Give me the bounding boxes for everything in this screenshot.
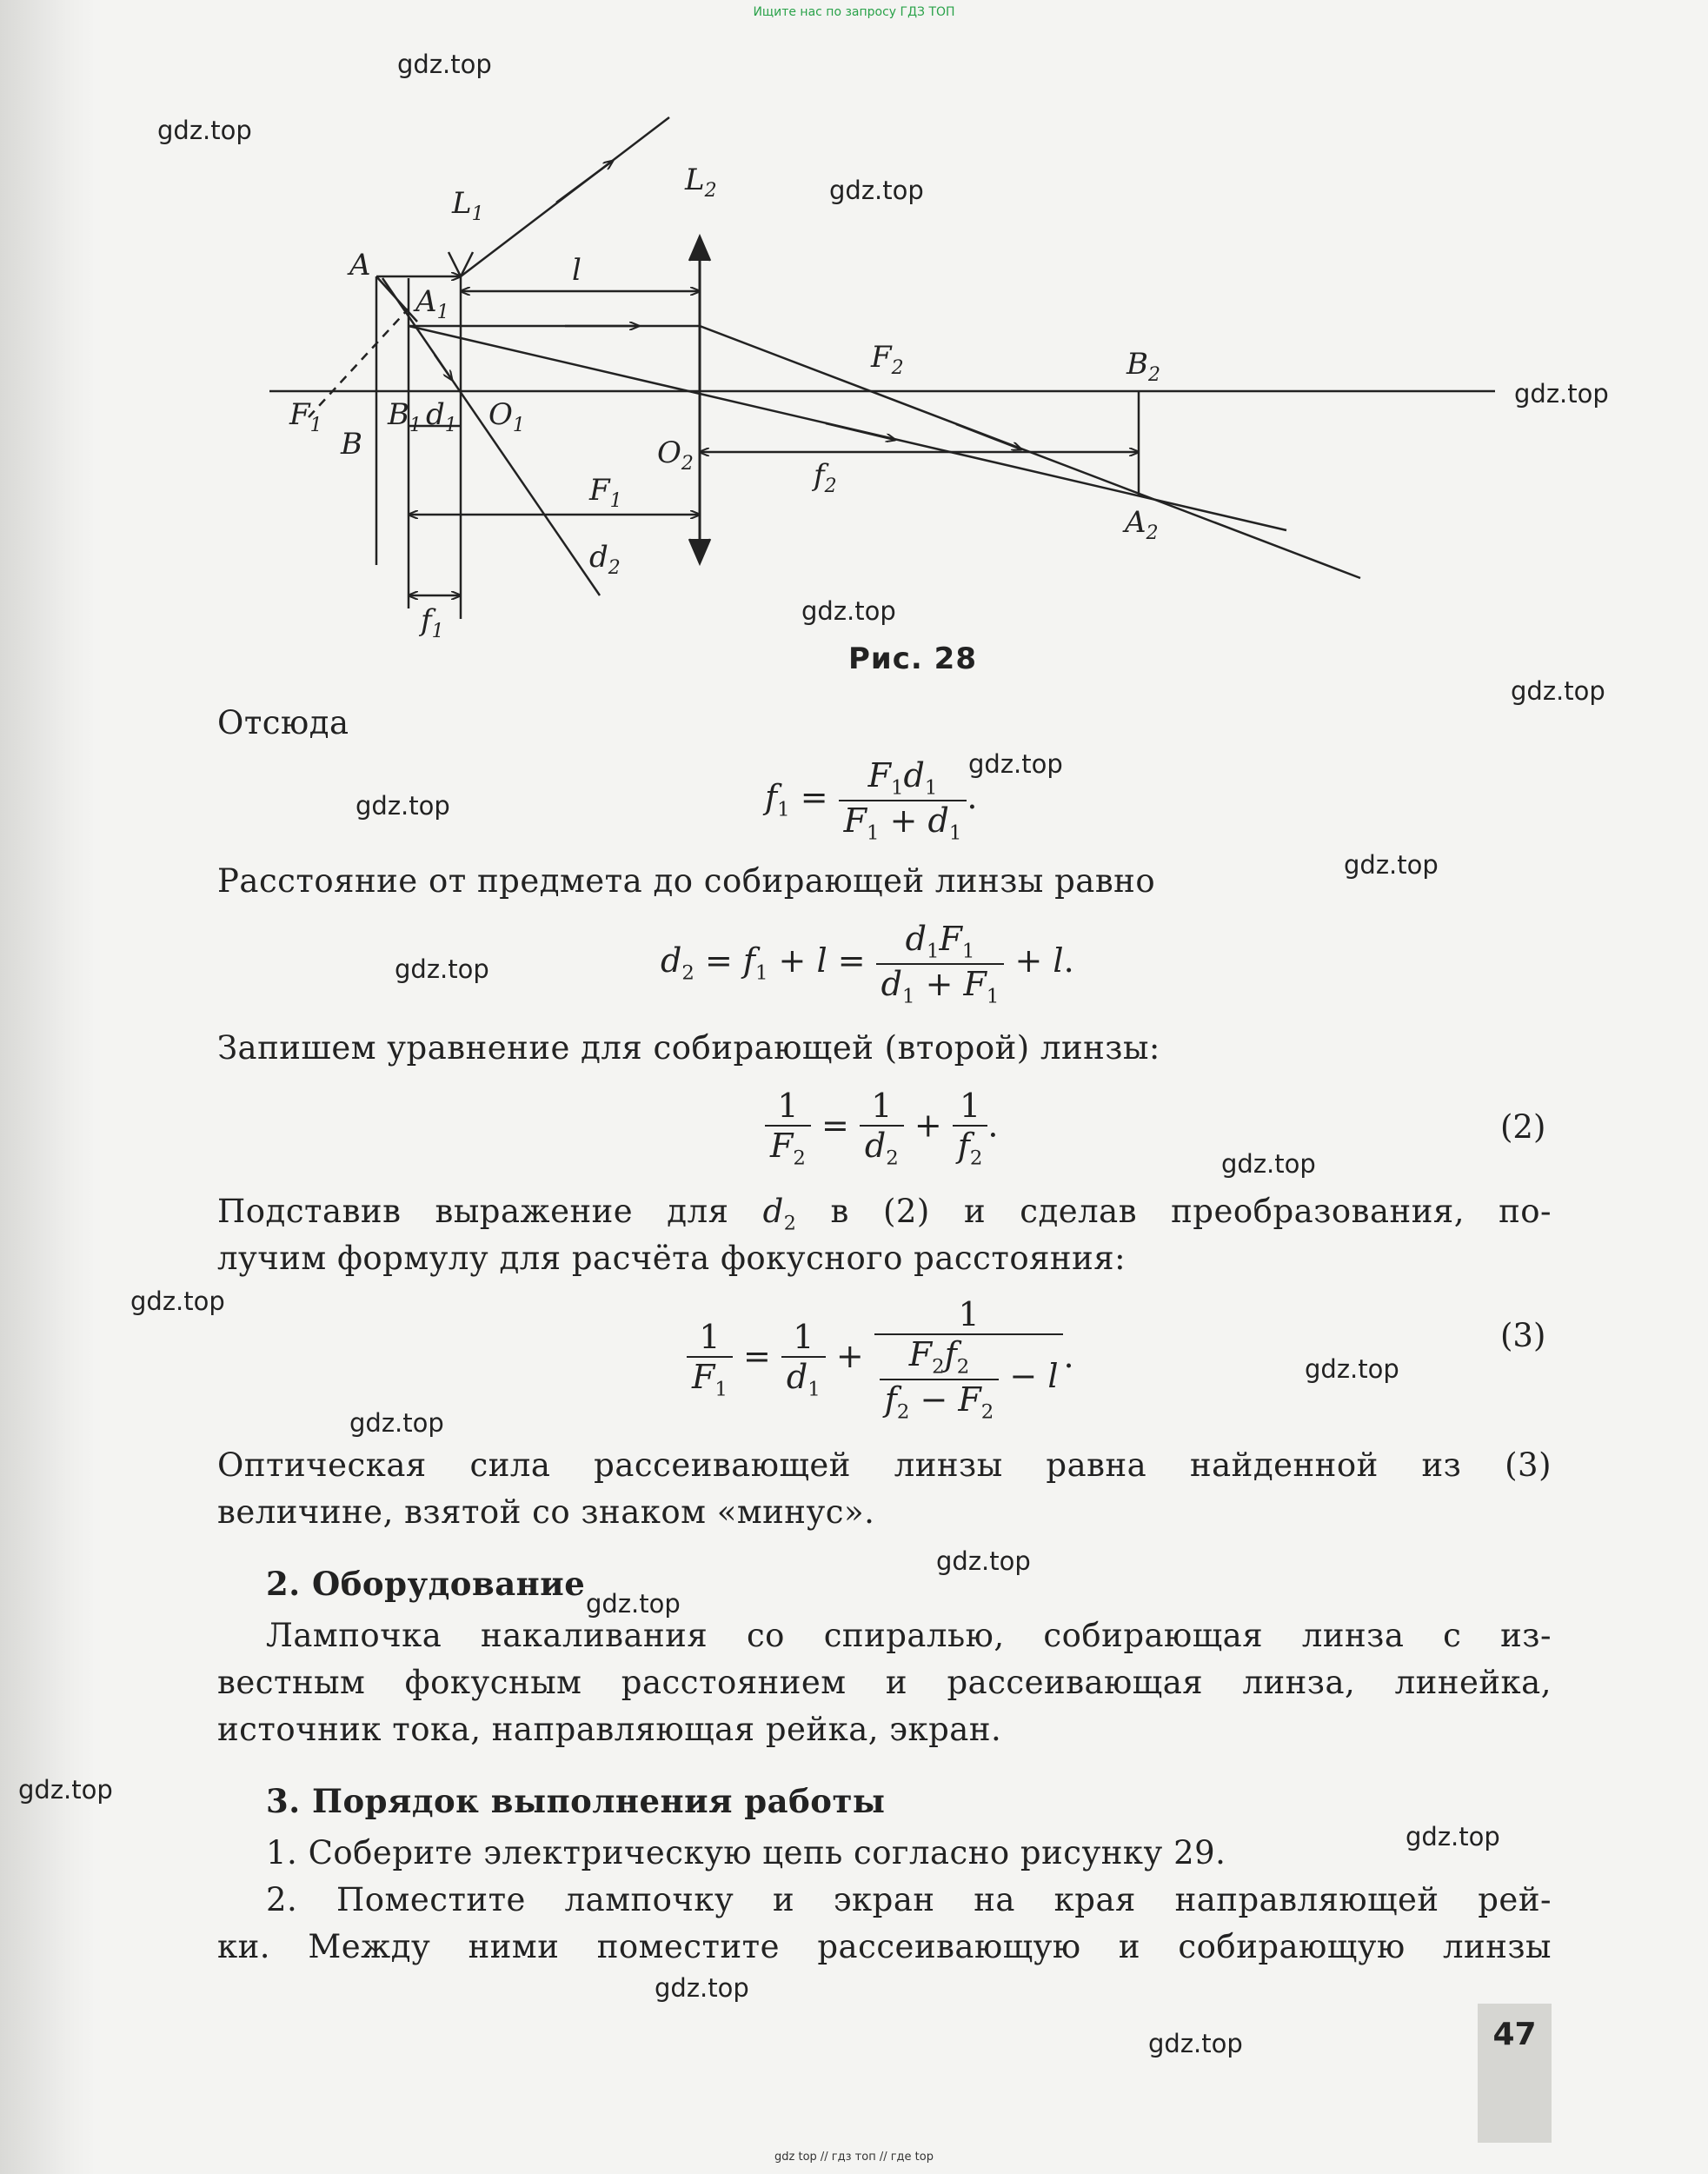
watermark: gdz.top: [829, 176, 924, 205]
text-optical-line1: Оптическая сила рассеивающей линзы равна найденной из (3): [217, 1446, 1552, 1484]
label-d2: $d_2$: [589, 540, 621, 579]
watermark: gdz.top: [18, 1775, 113, 1805]
ray-f2-arrow: [956, 424, 1021, 449]
equation-d2: $d_2 = f_1 + l$ = $\frac{d_1F_1}{d_1 + F_1}$ + l.: [661, 920, 1074, 1008]
page-number: 47: [1492, 2017, 1537, 2052]
watermark: gdz.top: [397, 50, 492, 79]
lens-l1-top-mark: [449, 252, 473, 276]
watermark: gdz.top: [1511, 676, 1605, 706]
equation-lens-2: $\frac{1}{F_2}$ = $\frac{1}{d_2}$ + $\frac{1}{f_2}$ .: [765, 1087, 998, 1170]
watermark: gdz.top: [936, 1546, 1031, 1576]
label-f2: $F_2$: [871, 340, 904, 379]
equation-number-3: (3): [1500, 1317, 1546, 1354]
label-l: l: [572, 253, 582, 288]
watermark: gdz.top: [356, 791, 450, 821]
text-substitute-line1: Подставив выражение для $d_2$ в (2) и сделав преобразования, по-: [217, 1193, 1552, 1235]
lens-ray-diagram: [0, 0, 1708, 661]
label-f1-left: $F_1$: [289, 397, 322, 436]
equation-focal-3: $\frac{1}{F_1}$ = $\frac{1}{d_1}$ + 1 $\frac{F_2f_2}{f_2 - F_2}$ − l .: [687, 1295, 1074, 1423]
label-b: B: [341, 427, 362, 462]
text-distance: Расстояние от предмета до собирающей линзы равно: [217, 862, 1156, 900]
text-equipment-line1: Лампочка накаливания со спиралью, собирающая линза с из-: [266, 1617, 1552, 1654]
label-a2: $A_2$: [1125, 505, 1159, 544]
watermark: gdz.top: [1221, 1149, 1316, 1179]
watermark: gdz.top: [1514, 379, 1609, 409]
label-f1-small: $f_1$: [421, 603, 444, 642]
ray-up-arrow: [556, 161, 613, 203]
label-f2-dim: $f_2$: [814, 458, 837, 497]
label-l1: $L_1$: [452, 186, 484, 225]
label-b1: $B_1$: [388, 397, 422, 436]
watermark: gdz.top: [395, 954, 489, 984]
watermark: gdz.top: [1305, 1354, 1399, 1384]
text-write-equation: Запишем уравнение для собирающей (второй) линзы:: [217, 1029, 1160, 1067]
label-l2: $L_2$: [685, 163, 717, 202]
watermark: gdz.top: [968, 749, 1063, 779]
top-banner: Ищите нас по запросу ГДЗ ТОП: [753, 5, 955, 19]
text-procedure-step2-line2: ки. Между ними поместите рассеивающую и собирающую линзы: [217, 1928, 1552, 1965]
label-a1: $A_1$: [415, 284, 449, 323]
text-equipment-line2: вестным фокусным расстоянием и рассеивающая линза, линейка,: [217, 1664, 1552, 1701]
lens-l2-bottom-arrow: [689, 539, 710, 563]
label-a: A: [349, 248, 371, 283]
text-procedure-step1: 1. Соберите электрическую цепь согласно рисунку 29.: [266, 1834, 1226, 1872]
watermark: gdz.top: [1344, 850, 1439, 880]
watermark: gdz.top: [801, 596, 896, 626]
text-equipment-line3: источник тока, направляющая рейка, экран.: [217, 1711, 1002, 1748]
lens-l2-top-arrow: [689, 236, 710, 261]
label-b2: $B_2$: [1126, 347, 1160, 386]
heading-procedure: 3. Порядок выполнения работы: [266, 1782, 886, 1820]
bottom-banner: gdz top // гдз топ // где top: [774, 2151, 934, 2164]
ray-o1-arrow: [435, 355, 452, 380]
label-o2: $O_2$: [657, 435, 694, 475]
text-procedure-step2-line1: 2. Поместите лампочку и экран на края направляющей рей-: [266, 1881, 1552, 1918]
label-o1: $O_1$: [488, 397, 525, 436]
figure-caption: Рис. 28: [848, 642, 977, 676]
watermark: gdz.top: [1148, 2029, 1243, 2058]
text-optical-line2: величине, взятой со знаком «минус».: [217, 1493, 875, 1531]
watermark: gdz.top: [349, 1408, 444, 1438]
watermark: gdz.top: [655, 1973, 749, 2003]
label-f1-bottom: $F_1$: [589, 473, 622, 512]
watermark: gdz.top: [130, 1286, 225, 1316]
watermark: gdz.top: [157, 116, 252, 145]
label-d1: $d_1$: [426, 397, 457, 436]
heading-equipment: 2. Оборудование: [266, 1565, 586, 1603]
ray-o2-arrow: [826, 423, 895, 440]
text-substitute-line2: лучим формулу для расчёта фокусного расстояния:: [217, 1240, 1126, 1277]
equation-f1: $f_1$ = $\frac{F_1d_1}{F_1 + d_1}$ .: [765, 756, 978, 845]
equation-number-2: (2): [1500, 1108, 1546, 1146]
watermark: gdz.top: [586, 1589, 681, 1619]
watermark: gdz.top: [1406, 1822, 1500, 1852]
ray-a-to-a1: [376, 276, 417, 322]
text-otsyuda: Отсюда: [217, 704, 349, 741]
